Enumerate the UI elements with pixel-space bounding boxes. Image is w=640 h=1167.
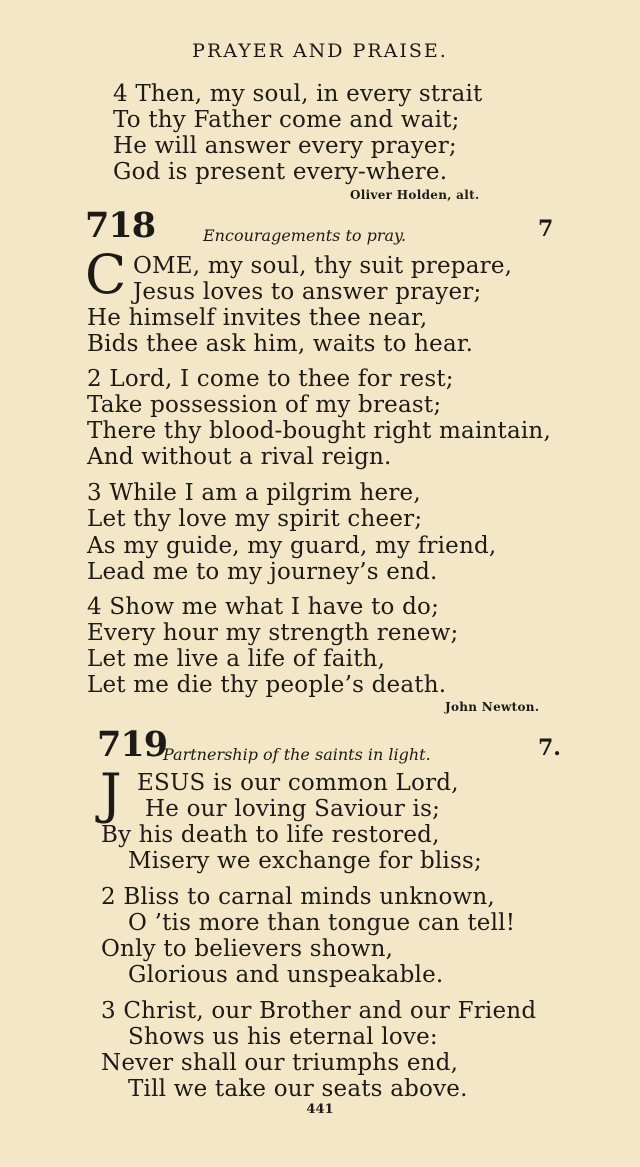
verse-line: Glorious and unspeakable.	[128, 962, 444, 988]
hymn-attribution: John Newton.	[445, 700, 540, 714]
verse-line: Every hour my strength renew;	[87, 620, 459, 646]
verse-line: God is present every-where.	[113, 159, 448, 185]
verse-line: 2 Bliss to carnal minds unknown,	[101, 884, 495, 910]
hymn-meter: 7.	[538, 735, 561, 761]
verse-line: Misery we exchange for bliss;	[128, 848, 482, 874]
verse-line: Never shall our triumphs end,	[101, 1050, 459, 1076]
verse-line: Till we take our seats above.	[128, 1076, 468, 1102]
verse-line: Only to believers shown,	[101, 936, 394, 962]
verse-line: OME, my soul, thy suit prepare,	[133, 253, 513, 279]
hymn-attribution: Oliver Holden, alt.	[350, 188, 480, 202]
verse-line: By his death to life restored,	[101, 822, 440, 848]
verse-line: And without a rival reign.	[87, 444, 392, 470]
hymn-subject: Encouragements to pray.	[203, 226, 407, 245]
verse-line: 4 Show me what I have to do;	[87, 594, 440, 620]
verse-line: Jesus loves to answer prayer;	[133, 279, 482, 305]
verse-line: To thy Father come and wait;	[113, 107, 460, 133]
verse-line: He our loving Saviour is;	[145, 796, 441, 822]
verse-line: 3 Christ, our Brother and our Friend	[101, 998, 537, 1024]
verse-line: He will answer every prayer;	[113, 133, 457, 159]
verse-line: Bids thee ask him, waits to hear.	[87, 331, 474, 357]
verse-line: Lead me to my journey’s end.	[87, 559, 438, 585]
hymn-subject: Partnership of the saints in light.	[163, 745, 431, 764]
hymn-number: 719	[97, 724, 168, 765]
verse-line: As my guide, my guard, my friend,	[87, 533, 497, 559]
verse-line: Let thy love my spirit cheer;	[87, 506, 423, 532]
page-number: 441	[306, 1102, 334, 1117]
verse-line: 2 Lord, I come to thee for rest;	[87, 366, 454, 392]
hymn-number: 718	[85, 205, 156, 246]
verse-line: Let me live a life of faith,	[87, 646, 386, 672]
verse-line: 4 Then, my soul, in every strait	[113, 81, 483, 107]
drop-cap: C	[85, 243, 127, 306]
verse-line: Let me die thy people’s death.	[87, 672, 447, 698]
verse-line: There thy blood-bought right maintain,	[87, 418, 551, 444]
verse-line: O ’tis more than tongue can tell!	[128, 910, 516, 936]
verse-line: 3 While I am a pilgrim here,	[87, 480, 421, 506]
drop-cap: J	[100, 762, 122, 825]
verse-line: ESUS is our common Lord,	[137, 770, 459, 796]
hymn-meter: 7	[538, 216, 554, 242]
verse-line: Shows us his eternal love:	[128, 1024, 438, 1050]
verse-line: Take possession of my breast;	[87, 392, 442, 418]
page-header: PRAYER AND PRAISE.	[192, 40, 448, 62]
verse-line: He himself invites thee near,	[87, 305, 428, 331]
